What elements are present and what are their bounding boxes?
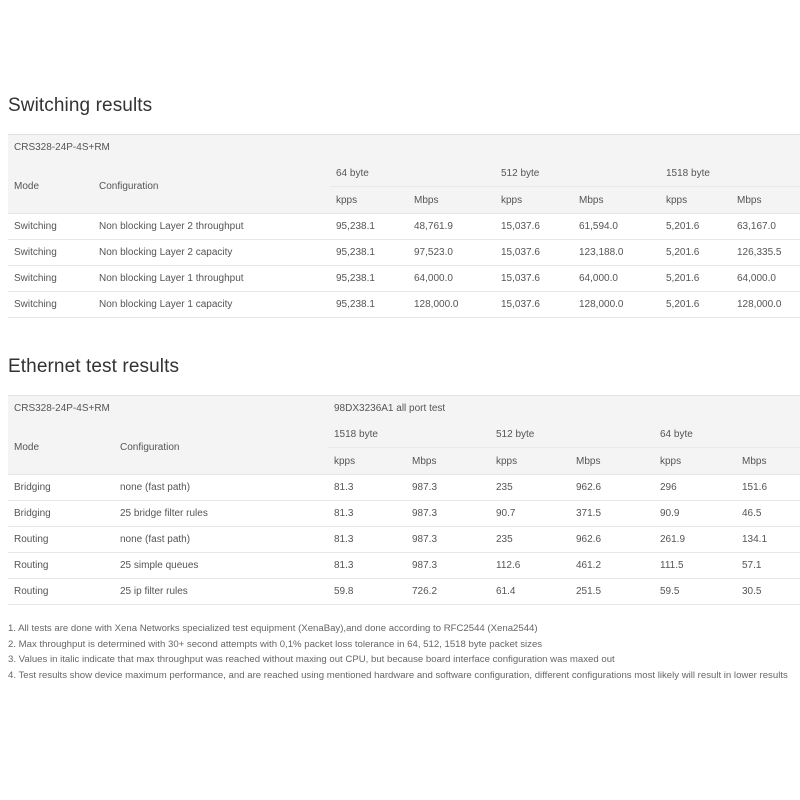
value-cell: 261.9 bbox=[654, 527, 736, 553]
value-cell: 15,037.6 bbox=[495, 292, 573, 318]
value-cell: 61,594.0 bbox=[573, 214, 660, 240]
value-cell: 46.5 bbox=[736, 501, 800, 527]
value-cell: 461.2 bbox=[570, 553, 654, 579]
table-row bbox=[8, 579, 800, 605]
packet-size-header: 64 byte bbox=[654, 421, 800, 448]
value-cell: 296 bbox=[654, 475, 736, 501]
model-row bbox=[8, 396, 800, 422]
unit-header: kpps bbox=[660, 187, 731, 214]
switching-results-title: Switching results bbox=[8, 95, 153, 116]
configuration-cell: 25 ip filter rules bbox=[114, 579, 328, 605]
table-row bbox=[8, 553, 800, 579]
footnotes-list bbox=[8, 621, 798, 683]
mode-cell: Routing bbox=[8, 553, 114, 579]
mode-cell: Switching bbox=[8, 292, 93, 318]
configuration-cell: none (fast path) bbox=[114, 475, 328, 501]
model-name: CRS328-24P-4S+RM bbox=[8, 396, 328, 422]
packet-size-header: 64 byte bbox=[330, 160, 495, 187]
footnote: 3. Values in italic indicate that max throughput was reached without maxing out CPU, but because board interface configuration was maxed out bbox=[8, 654, 615, 665]
value-cell: 962.6 bbox=[570, 527, 654, 553]
model-row bbox=[8, 135, 800, 161]
unit-header: kpps bbox=[330, 187, 408, 214]
value-cell: 128,000.0 bbox=[573, 292, 660, 318]
table-row bbox=[8, 501, 800, 527]
value-cell: 90.7 bbox=[490, 501, 570, 527]
ethernet-results-title: Ethernet test results bbox=[8, 356, 180, 377]
value-cell: 987.3 bbox=[406, 527, 490, 553]
packet-size-header-row bbox=[8, 421, 800, 448]
mode-cell: Bridging bbox=[8, 475, 114, 501]
unit-header: Mbps bbox=[408, 187, 495, 214]
value-cell: 59.5 bbox=[654, 579, 736, 605]
mode-cell: Routing bbox=[8, 579, 114, 605]
configuration-cell: 25 bridge filter rules bbox=[114, 501, 328, 527]
value-cell: 81.3 bbox=[328, 475, 406, 501]
footnote: 4. Test results show device maximum performance, and are reached using mentioned hardware and software configuration, different configurations most likely will result in lower results bbox=[8, 669, 788, 681]
configuration-cell: 25 simple queues bbox=[114, 553, 328, 579]
value-cell: 64,000.0 bbox=[573, 266, 660, 292]
value-cell: 81.3 bbox=[328, 553, 406, 579]
test-name: 98DX3236A1 all port test bbox=[328, 396, 800, 422]
switching-results-table bbox=[8, 134, 800, 318]
value-cell: 95,238.1 bbox=[330, 214, 408, 240]
value-cell: 5,201.6 bbox=[660, 240, 731, 266]
value-cell: 962.6 bbox=[570, 475, 654, 501]
configuration-cell: Non blocking Layer 2 capacity bbox=[93, 240, 330, 266]
value-cell: 987.3 bbox=[406, 475, 490, 501]
value-cell: 128,000.0 bbox=[731, 292, 800, 318]
unit-header: kpps bbox=[490, 448, 570, 475]
model-name: CRS328-24P-4S+RM bbox=[8, 135, 800, 161]
value-cell: 64,000.0 bbox=[731, 266, 800, 292]
value-cell: 81.3 bbox=[328, 501, 406, 527]
configuration-cell: Non blocking Layer 1 throughput bbox=[93, 266, 330, 292]
table-row bbox=[8, 214, 800, 240]
table-row bbox=[8, 527, 800, 553]
unit-header: Mbps bbox=[736, 448, 800, 475]
packet-size-header: 1518 byte bbox=[660, 160, 800, 187]
value-cell: 726.2 bbox=[406, 579, 490, 605]
value-cell: 30.5 bbox=[736, 579, 800, 605]
value-cell: 90.9 bbox=[654, 501, 736, 527]
value-cell: 81.3 bbox=[328, 527, 406, 553]
value-cell: 235 bbox=[490, 475, 570, 501]
mode-cell: Switching bbox=[8, 240, 93, 266]
value-cell: 112.6 bbox=[490, 553, 570, 579]
unit-header: Mbps bbox=[406, 448, 490, 475]
value-cell: 15,037.6 bbox=[495, 214, 573, 240]
configuration-header: Configuration bbox=[114, 421, 328, 475]
footnote: 2. Max throughput is determined with 30+ second attempts with 0,1% packet loss tolerance in 64, 512, 1518 byte packet sizes bbox=[8, 638, 543, 650]
unit-header: kpps bbox=[328, 448, 406, 475]
value-cell: 5,201.6 bbox=[660, 266, 731, 292]
value-cell: 61.4 bbox=[490, 579, 570, 605]
ethernet-table-body bbox=[8, 475, 800, 605]
value-cell: 111.5 bbox=[654, 553, 736, 579]
value-cell: 48,761.9 bbox=[408, 214, 495, 240]
value-cell: 5,201.6 bbox=[660, 214, 731, 240]
table-row bbox=[8, 240, 800, 266]
packet-size-header: 1518 byte bbox=[328, 421, 490, 448]
value-cell: 126,335.5 bbox=[731, 240, 800, 266]
configuration-cell: Non blocking Layer 2 throughput bbox=[93, 214, 330, 240]
switching-table-body bbox=[8, 214, 800, 318]
unit-header: Mbps bbox=[731, 187, 800, 214]
value-cell: 64,000.0 bbox=[408, 266, 495, 292]
footnote: 1. All tests are done with Xena Networks specialized test equipment (XenaBay),and done according to RFC2544 (Xena2544) bbox=[8, 623, 538, 634]
packet-size-header-row bbox=[8, 160, 800, 187]
unit-header: kpps bbox=[654, 448, 736, 475]
value-cell: 15,037.6 bbox=[495, 240, 573, 266]
value-cell: 235 bbox=[490, 527, 570, 553]
mode-cell: Switching bbox=[8, 214, 93, 240]
value-cell: 987.3 bbox=[406, 553, 490, 579]
value-cell: 151.6 bbox=[736, 475, 800, 501]
value-cell: 134.1 bbox=[736, 527, 800, 553]
configuration-cell: none (fast path) bbox=[114, 527, 328, 553]
mode-cell: Bridging bbox=[8, 501, 114, 527]
value-cell: 95,238.1 bbox=[330, 292, 408, 318]
table-row bbox=[8, 292, 800, 318]
value-cell: 95,238.1 bbox=[330, 266, 408, 292]
mode-cell: Routing bbox=[8, 527, 114, 553]
configuration-cell: Non blocking Layer 1 capacity bbox=[93, 292, 330, 318]
value-cell: 63,167.0 bbox=[731, 214, 800, 240]
unit-header: kpps bbox=[495, 187, 573, 214]
configuration-header: Configuration bbox=[93, 160, 330, 214]
value-cell: 251.5 bbox=[570, 579, 654, 605]
value-cell: 97,523.0 bbox=[408, 240, 495, 266]
unit-header: Mbps bbox=[573, 187, 660, 214]
packet-size-header: 512 byte bbox=[490, 421, 654, 448]
table-row bbox=[8, 266, 800, 292]
mode-header: Mode bbox=[8, 421, 114, 475]
value-cell: 57.1 bbox=[736, 553, 800, 579]
value-cell: 987.3 bbox=[406, 501, 490, 527]
table-row bbox=[8, 475, 800, 501]
mode-cell: Switching bbox=[8, 266, 93, 292]
ethernet-results-table bbox=[8, 395, 800, 605]
unit-header: Mbps bbox=[570, 448, 654, 475]
value-cell: 371.5 bbox=[570, 501, 654, 527]
value-cell: 128,000.0 bbox=[408, 292, 495, 318]
value-cell: 95,238.1 bbox=[330, 240, 408, 266]
packet-size-header: 512 byte bbox=[495, 160, 660, 187]
value-cell: 123,188.0 bbox=[573, 240, 660, 266]
value-cell: 5,201.6 bbox=[660, 292, 731, 318]
value-cell: 59.8 bbox=[328, 579, 406, 605]
value-cell: 15,037.6 bbox=[495, 266, 573, 292]
mode-header: Mode bbox=[8, 160, 93, 214]
